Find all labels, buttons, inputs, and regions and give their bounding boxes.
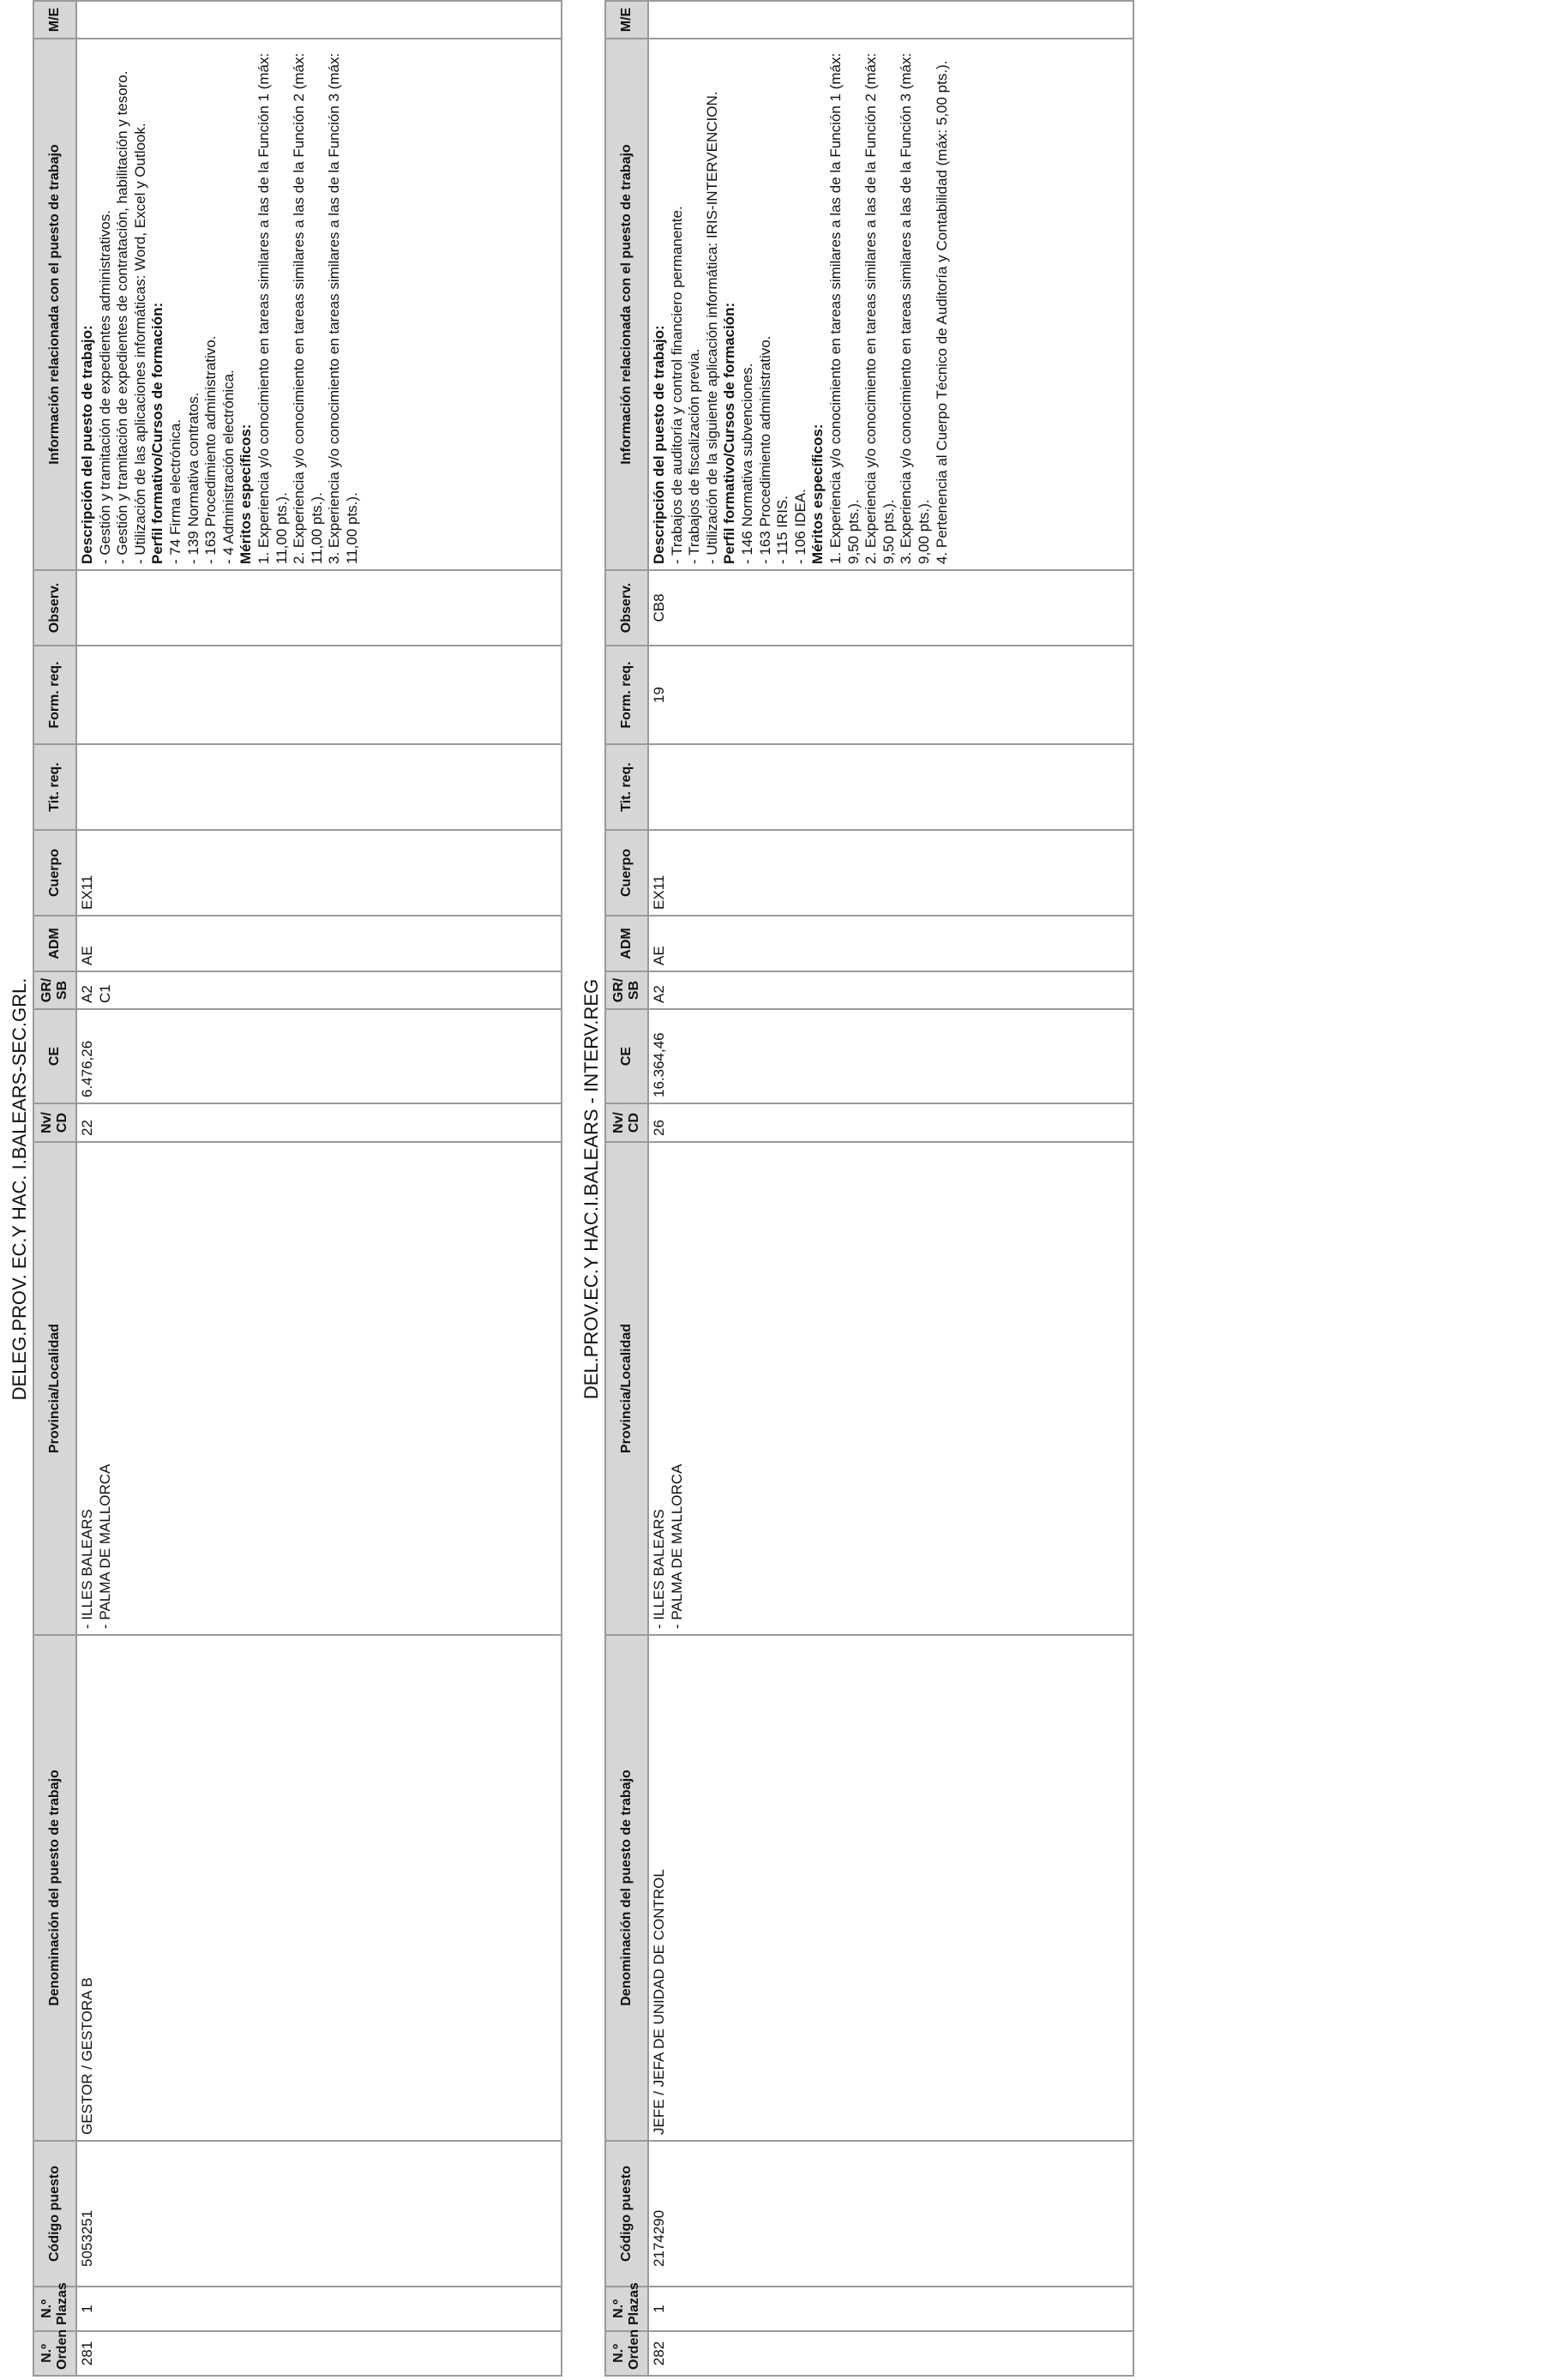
header-info: Información relacionada con el puesto de trabajo bbox=[33, 39, 76, 570]
info-heading: Perfil formativo/Cursos de formación: bbox=[721, 302, 738, 564]
cell-codigo: 5053251 bbox=[76, 2141, 562, 2287]
header-nivel: Nv/ CD bbox=[33, 1103, 76, 1142]
header-denominacion: Denominación del puesto de trabajo bbox=[605, 1635, 648, 2141]
header-provincia: Provincia/Localidad bbox=[605, 1142, 648, 1635]
positions-table bbox=[604, 0, 1134, 2377]
header-me: M/E bbox=[33, 1, 76, 39]
header-codigo: Código puesto bbox=[605, 2141, 648, 2287]
header-me: M/E bbox=[605, 1, 648, 39]
table-row bbox=[76, 1, 562, 2376]
cell-tit bbox=[648, 744, 1133, 830]
position-block-281 bbox=[7, 2, 562, 2377]
cell-form bbox=[76, 646, 562, 744]
cell-plazas: 1 bbox=[76, 2287, 562, 2331]
header-codigo: Código puesto bbox=[33, 2141, 76, 2287]
cell-form: 19 bbox=[648, 646, 1133, 744]
positions-table bbox=[33, 0, 562, 2377]
header-tit: Tit. req. bbox=[33, 744, 76, 830]
info-heading: Méritos específicos: bbox=[809, 424, 827, 564]
header-plazas: N.º Plazas bbox=[33, 2287, 76, 2331]
header-ce: CE bbox=[33, 1009, 76, 1103]
cell-cuerpo: EX11 bbox=[76, 830, 562, 916]
info-heading: Descripción del puesto de trabajo: bbox=[79, 325, 95, 564]
header-ce: CE bbox=[605, 1009, 648, 1103]
table-row bbox=[648, 1, 1133, 2376]
cell-codigo: 2174290 bbox=[648, 2141, 1133, 2287]
cell-adm: AE bbox=[648, 916, 1133, 971]
cell-denominacion: GESTOR / GESTORA B bbox=[76, 1635, 562, 2141]
header-observ: Observ. bbox=[605, 570, 648, 646]
cell-nivel: 26 bbox=[648, 1103, 1133, 1142]
cell-gr: A2 C1 bbox=[76, 971, 562, 1009]
info-heading: Méritos específicos: bbox=[237, 424, 255, 564]
info-heading: Perfil formativo/Cursos de formación: bbox=[149, 302, 166, 564]
cell-adm: AE bbox=[76, 916, 562, 971]
cell-cuerpo: EX11 bbox=[648, 830, 1133, 916]
cell-tit bbox=[76, 744, 562, 830]
header-adm: ADM bbox=[605, 916, 648, 971]
cell-observ bbox=[76, 570, 562, 646]
header-provincia: Provincia/Localidad bbox=[33, 1142, 76, 1635]
cell-provincia: - ILLES BALEARS - PALMA DE MALLORCA bbox=[648, 1142, 1133, 1635]
cell-nivel: 22 bbox=[76, 1103, 562, 1142]
cell-me bbox=[76, 1, 562, 39]
cell-ce: 6.476,26 bbox=[76, 1009, 562, 1103]
header-nivel: Nv/ CD bbox=[605, 1103, 648, 1142]
cell-info: Descripción del puesto de trabajo: - Trabajos de auditoría y control financiero permanente. - Trabajos de fiscalización previa. - Utilización de la siguiente aplicación informática: IRIS-INTERVENCION. Perfil formativo/Cursos de formación: - 146 Normativa subvenciones. - 163 Procedimiento administrativo. - 115 IRIS. - 106 IDEA. Méritos específicos: 1. Experiencia y/o conocimiento en tareas similares a las de la Función 1 (máx: 9,50 pts.). 2. Experiencia y/o conocimiento en tareas similares a las de la Función 2 (máx: 9,50 pts.). 3. Experiencia y/o conocimiento en tareas similares a las de la Función 3 (máx: 9,00 pts.). 4. Pertenencia al Cuerpo Técnico de Auditoría y Contabilidad (máx: 5,00 pts.). bbox=[648, 39, 1133, 570]
header-row bbox=[605, 1, 648, 2376]
cell-gr: A2 bbox=[648, 971, 1133, 1009]
section-title: DEL.PROV.EC.Y HAC.I.BALEARS - INTERV.REG bbox=[580, 978, 602, 1400]
section-title: DELEG.PROV. EC.Y HAC. I.BALEARS-SEC.GRL. bbox=[9, 977, 30, 1401]
cell-ce: 16.364,46 bbox=[648, 1009, 1133, 1103]
cell-plazas: 1 bbox=[648, 2287, 1133, 2331]
header-plazas: N.º Plazas bbox=[605, 2287, 648, 2331]
header-form: Form. req. bbox=[33, 646, 76, 744]
info-heading: Descripción del puesto de trabajo: bbox=[651, 325, 667, 564]
header-denominacion: Denominación del puesto de trabajo bbox=[33, 1635, 76, 2141]
cell-info: Descripción del puesto de trabajo: - Gestión y tramitación de expedientes administrativos. - Gestión y tramitación de expedientes de contratación, habilitación y tesoro. - Utilización de las aplicaciones informáticas: Word, Excel y Outlook. Perfil formativo/Cursos de formación: - 74 Firma electrónica. - 139 Normativa contratos. - 163 Procedimiento administrativo. - 4 Administración electrónica. Méritos específicos: 1. Experiencia y/o conocimiento en tareas similares a las de la Función 1 (máx: 11,00 pts.). 2. Experiencia y/o conocimiento en tareas similares a las de la Función 2 (máx: 11,00 pts.). 3. Experiencia y/o conocimiento en tareas similares a las de la Función 3 (máx: 11,00 pts.). bbox=[76, 39, 562, 570]
cell-observ: CB8 bbox=[648, 570, 1133, 646]
header-tit: Tit. req. bbox=[605, 744, 648, 830]
header-observ: Observ. bbox=[33, 570, 76, 646]
header-cuerpo: Cuerpo bbox=[33, 830, 76, 916]
header-orden: N.º Orden bbox=[33, 2331, 76, 2376]
header-row bbox=[33, 1, 76, 2376]
header-adm: ADM bbox=[33, 916, 76, 971]
header-gr: GR/ SB bbox=[33, 971, 76, 1009]
cell-me bbox=[648, 1, 1133, 39]
position-block-282 bbox=[579, 2, 1134, 2377]
cell-orden: 281 bbox=[76, 2331, 562, 2376]
header-orden: N.º Orden bbox=[605, 2331, 648, 2376]
cell-denominacion: JEFE / JEFA DE UNIDAD DE CONTROL bbox=[648, 1635, 1133, 2141]
cell-orden: 282 bbox=[648, 2331, 1133, 2376]
header-info: Información relacionada con el puesto de trabajo bbox=[605, 39, 648, 570]
cell-provincia: - ILLES BALEARS - PALMA DE MALLORCA bbox=[76, 1142, 562, 1635]
header-cuerpo: Cuerpo bbox=[605, 830, 648, 916]
header-gr: GR/ SB bbox=[605, 971, 648, 1009]
header-form: Form. req. bbox=[605, 646, 648, 744]
